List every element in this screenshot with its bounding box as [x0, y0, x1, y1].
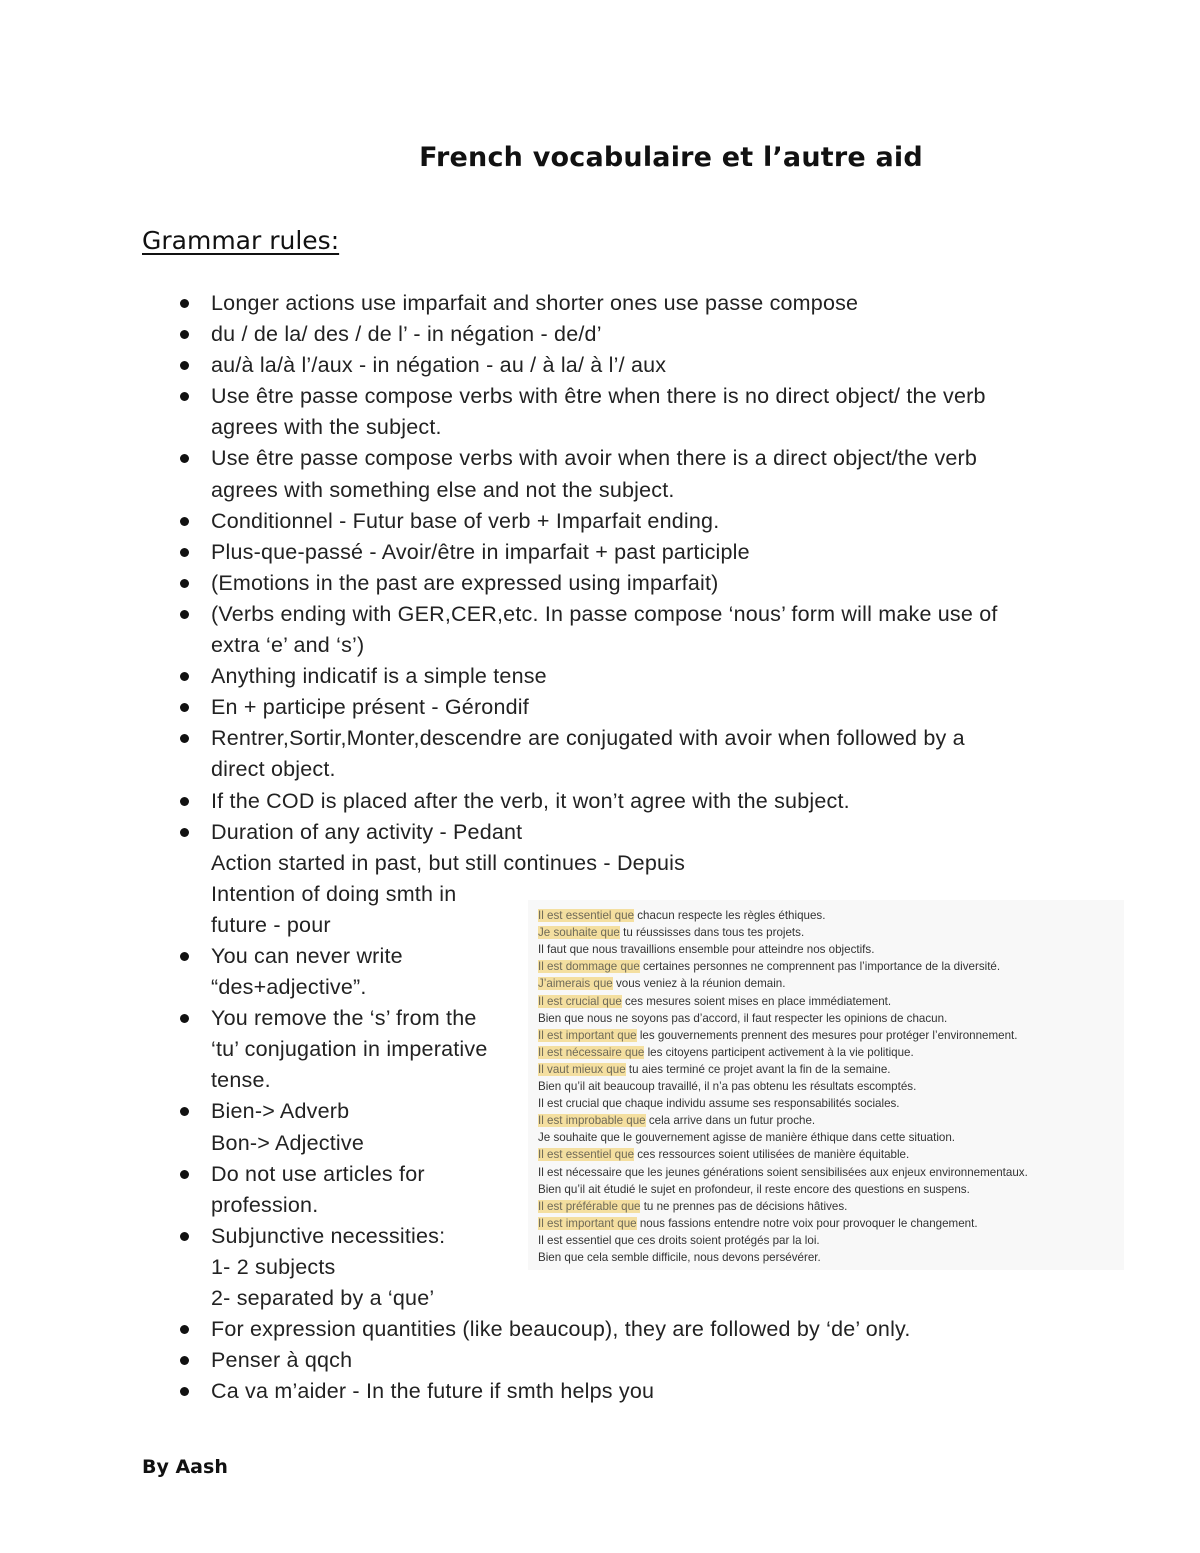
example-sentence-text: Il faut que nous travaillions ensemble pour atteindre nos objectifs. — [538, 943, 875, 957]
example-sentence-text: ces ressources soient utilisées de manière équitable. — [634, 1148, 910, 1162]
bullet-icon — [180, 672, 189, 681]
highlighted-phrase: J’aimerais que — [538, 977, 613, 991]
example-sentence-text: les gouvernements prennent des mesures pour protéger l’environnement. — [636, 1028, 1018, 1042]
list-item-text: ‘tu’ conjugation in imperative — [211, 1037, 488, 1062]
bullet-icon — [180, 1014, 189, 1023]
list-item-text: agrees with the subject. — [211, 415, 442, 440]
list-item-text: If the COD is placed after the verb, it won’t agree with the subject. — [211, 788, 850, 813]
example-sentence-text: Bien que cela semble difficile, nous devons persévérer. — [538, 1251, 821, 1264]
example-sentence — [538, 1045, 914, 1060]
bullet-icon — [180, 299, 189, 308]
list-item — [168, 537, 1088, 568]
bullet-icon — [180, 1232, 189, 1241]
list-item — [168, 599, 1088, 661]
bullet-icon — [180, 828, 189, 837]
list-item — [168, 786, 1088, 817]
bullet-icon — [180, 548, 189, 557]
list-item — [168, 506, 1088, 537]
example-sentence — [538, 1216, 978, 1231]
bullet-icon — [180, 734, 189, 743]
bullet-icon — [180, 330, 189, 339]
bullet-icon — [180, 361, 189, 370]
example-sentence — [538, 1062, 891, 1077]
bullet-icon — [180, 517, 189, 526]
list-item-text: Conditionnel - Futur base of verb + Imparfait ending. — [211, 508, 720, 533]
bullet-icon — [180, 1107, 189, 1116]
example-sentence — [538, 959, 1000, 974]
example-sentence-text: cela arrive dans un futur proche. — [645, 1114, 816, 1128]
list-item — [168, 288, 1088, 319]
list-item — [168, 350, 1088, 381]
list-item-text: Use être passe compose verbs with avoir when there is a direct object/the verb — [211, 446, 978, 471]
highlighted-phrase: Il est essentiel que — [538, 909, 635, 922]
list-item-text: Action started in past, but still continues - Depuis — [211, 850, 686, 875]
example-sentence-text: tu réussisses dans tous tes projets. — [619, 926, 805, 940]
document-title: French vocabulaire et l’autre aid — [419, 142, 923, 173]
list-item — [168, 692, 1088, 723]
bullet-icon — [180, 1356, 189, 1365]
example-sentence-text: Bien qu’il ait beaucoup travaillé, il n’a pas obtenu les résultats escomptés. — [538, 1080, 917, 1093]
list-item-text: du / de la/ des / de l’ - in négation - de/d’ — [211, 322, 602, 347]
bullet-icon — [180, 579, 189, 588]
list-item — [168, 1376, 1088, 1407]
example-sentence-text: Bien que nous ne soyons pas d’accord, il faut respecter les opinions de chacun. — [538, 1011, 948, 1025]
bullet-icon — [180, 610, 189, 619]
bullet-icon — [180, 1325, 189, 1334]
list-item-text: direct object. — [211, 757, 336, 782]
author-signature: By Aash — [142, 1456, 228, 1478]
list-item-text: “des+adjective”. — [211, 975, 367, 1000]
example-sentence-text: nous fassions entendre notre voix pour provoquer le changement. — [636, 1216, 978, 1230]
list-item-text: Bon-> Adjective — [211, 1130, 364, 1155]
bullet-icon — [180, 1170, 189, 1179]
example-sentence — [538, 942, 874, 957]
list-item-text: agrees with something else and not the subject. — [211, 477, 675, 502]
list-item-text: tense. — [211, 1068, 271, 1093]
example-sentence-text: Il est essentiel que ces droits soient protégés par la loi. — [538, 1233, 820, 1247]
bullet-icon — [180, 952, 189, 961]
list-item-text: Longer actions use imparfait and shorter ones use passe compose — [211, 291, 859, 315]
bullet-icon — [180, 703, 189, 712]
example-sentence — [538, 1182, 970, 1197]
bullet-icon — [180, 797, 189, 806]
example-sentence-text: les citoyens participent activement à la vie politique. — [644, 1045, 914, 1059]
example-sentence-text: Je souhaite que le gouvernement agisse de manière éthique dans cette situation. — [538, 1131, 956, 1145]
highlighted-phrase: Il est important que — [538, 1028, 637, 1042]
example-sentence-text: tu ne prennes pas de décisions hâtives. — [640, 1199, 848, 1213]
list-item-text: Ca va m’aider - In the future if smth helps you — [211, 1379, 655, 1404]
example-sentence-text: vous veniez à la réunion demain. — [612, 977, 786, 991]
list-item-text: For expression quantities (like beaucoup), they are followed by ‘de’ only. — [211, 1317, 911, 1342]
list-item — [168, 661, 1088, 692]
list-item-text: You remove the ‘s’ from the — [211, 1006, 477, 1031]
example-sentence — [538, 1130, 955, 1145]
list-item-text: Rentrer,Sortir,Monter,descendre are conjugated with avoir when followed by a — [211, 726, 965, 751]
example-sentence — [538, 976, 785, 991]
highlighted-phrase: Il est nécessaire que — [538, 1045, 645, 1059]
list-item-text: Subjunctive necessities: — [211, 1223, 446, 1248]
list-item-text: (Verbs ending with GER,CER,etc. In passe compose ‘nous’ form will make use of — [211, 601, 998, 626]
list-item — [168, 1345, 1088, 1376]
list-item — [168, 381, 1088, 443]
list-item — [168, 319, 1088, 350]
example-sentence — [538, 1250, 821, 1265]
highlighted-phrase: Il est essentiel que — [538, 1148, 635, 1162]
list-item-text: au/à la/à l’/aux - in négation - au / à la/ à l’/ aux — [211, 353, 667, 378]
example-sentence-text: ces mesures soient mises en place immédiatement. — [621, 994, 892, 1008]
bullet-icon — [180, 454, 189, 463]
list-item-text: Penser à qqch — [211, 1348, 353, 1373]
list-item — [168, 568, 1088, 599]
list-item — [168, 1314, 1088, 1345]
example-sentence-text: Il est nécessaire que les jeunes générations soient sensibilisées aux enjeux environnementaux. — [538, 1165, 1028, 1179]
example-sentence — [538, 925, 804, 940]
list-item-text: profession. — [211, 1192, 319, 1217]
example-sentence — [538, 994, 891, 1009]
example-sentence — [538, 1079, 916, 1094]
list-item-text: En + participe présent - Gérondif — [211, 695, 529, 720]
example-sentence — [538, 1028, 1018, 1043]
list-item-text: extra ‘e’ and ‘s’) — [211, 633, 365, 658]
list-item-text: (Emotions in the past are expressed using imparfait) — [211, 570, 719, 595]
list-item-text: 2- separated by a ‘que’ — [211, 1286, 435, 1310]
list-item-text: You can never write — [211, 943, 403, 968]
highlighted-phrase: Il vaut mieux que — [538, 1062, 626, 1076]
example-sentence — [538, 1096, 900, 1111]
example-sentence-text: tu aies terminé ce projet avant la fin de la semaine. — [625, 1062, 891, 1076]
highlighted-phrase: Il est improbable que — [538, 1114, 646, 1128]
example-sentence — [538, 1113, 815, 1128]
example-sentence — [538, 908, 825, 923]
highlighted-phrase: Il est préférable que — [538, 1199, 641, 1213]
example-sentence-text: Bien qu’il ait étudié le sujet en profondeur, il reste encore des questions en suspens. — [538, 1182, 970, 1196]
example-sentence — [538, 1233, 820, 1248]
list-item — [168, 443, 1088, 505]
list-item-text: Anything indicatif is a simple tense — [211, 664, 547, 689]
example-sentence-text: chacun respecte les règles éthiques. — [634, 909, 826, 922]
list-item-text: 1- 2 subjects — [211, 1254, 336, 1279]
subjunctive-examples-image — [528, 900, 1124, 1270]
highlighted-phrase: Il est crucial que — [538, 994, 622, 1008]
example-sentence-text: certaines personnes ne comprennent pas l’importance de la diversité. — [639, 960, 1001, 974]
example-sentence — [538, 1147, 909, 1162]
highlighted-phrase: Il est dommage que — [538, 960, 640, 974]
list-item-text: Intention of doing smth in — [211, 881, 457, 906]
list-item — [168, 723, 1088, 785]
highlighted-phrase: Il est important que — [538, 1216, 637, 1230]
list-item-text: Duration of any activity - Pedant — [211, 819, 523, 844]
example-sentence — [538, 1199, 847, 1214]
example-sentence-text: Il est crucial que chaque individu assume ses responsabilités sociales. — [538, 1097, 900, 1111]
bullet-icon — [180, 1387, 189, 1396]
bullet-icon — [180, 392, 189, 401]
example-sentence — [538, 1011, 947, 1026]
list-item-text: Plus-que-passé - Avoir/être in imparfait + past participle — [211, 539, 750, 564]
list-item-text: future - pour — [211, 912, 331, 937]
section-heading: Grammar rules: — [142, 226, 340, 255]
list-item-text: Do not use articles for — [211, 1161, 425, 1186]
highlighted-phrase: Je souhaite que — [538, 926, 620, 940]
list-item-text: Use être passe compose verbs with être when there is no direct object/ the verb — [211, 384, 986, 409]
list-item-text: Bien-> Adverb — [211, 1099, 350, 1124]
example-sentence — [538, 1165, 1028, 1180]
